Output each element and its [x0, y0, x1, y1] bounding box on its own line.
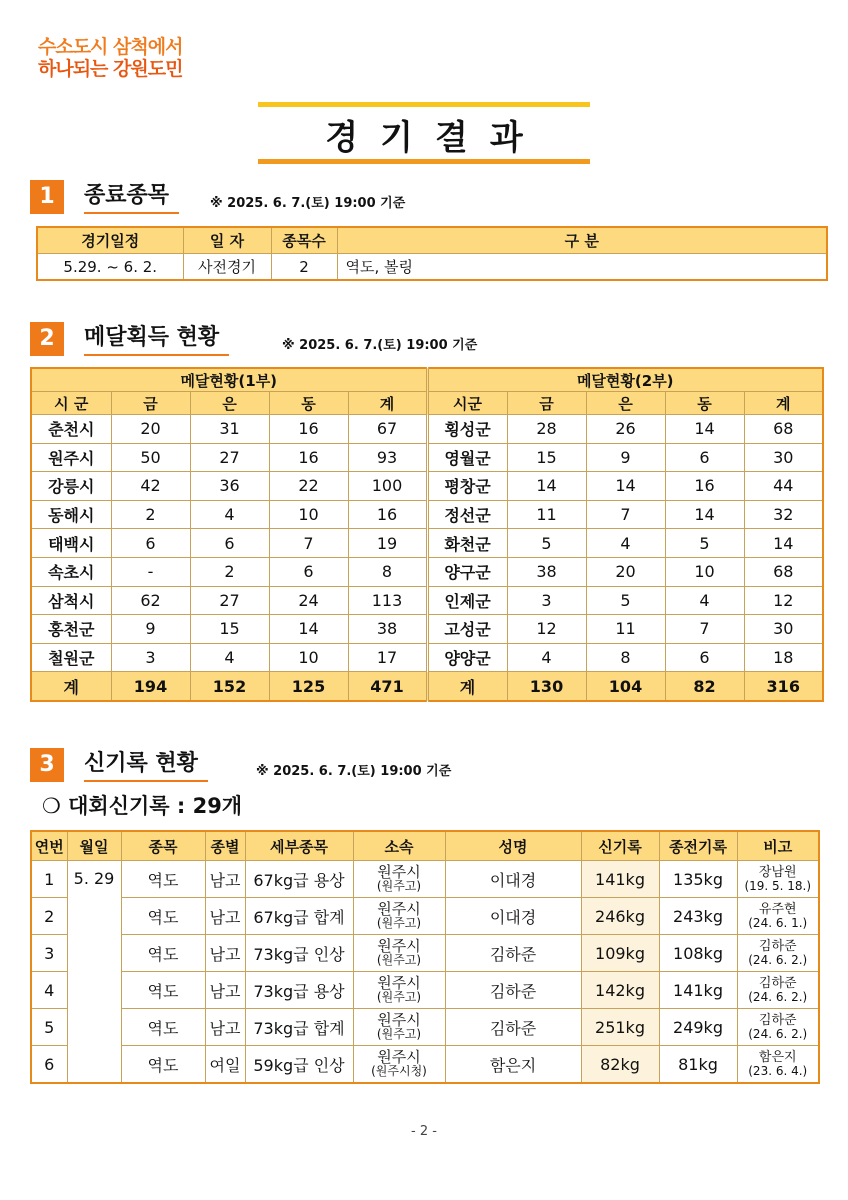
cell: 3 — [111, 643, 190, 672]
section1-heading — [30, 180, 630, 214]
group-2-header: 메달현황(2부) — [427, 368, 823, 392]
cell: 6 — [31, 1046, 67, 1084]
medal-table — [30, 367, 824, 702]
previous-date: (24. 6. 2.) — [748, 952, 808, 967]
header-cell: 세부종목 — [245, 831, 353, 861]
cell: 5.29. ~ 6. 2. — [37, 254, 183, 281]
cell: 4 — [507, 643, 586, 672]
affiliation-cell — [353, 898, 445, 935]
affiliation-cell — [353, 935, 445, 972]
remark-cell — [737, 1046, 819, 1084]
cell: 김하준 — [445, 935, 581, 972]
header-cell: 종목 — [121, 831, 205, 861]
cell: 141kg — [659, 972, 737, 1009]
cell: 67kg급 합계 — [245, 898, 353, 935]
cell: 81kg — [659, 1046, 737, 1084]
affiliation-team: (원주고) — [376, 953, 422, 967]
table-row — [31, 586, 823, 615]
previous-holder: 함은지 — [758, 1049, 797, 1065]
cell: 19 — [348, 529, 427, 558]
cell: 249kg — [659, 1009, 737, 1046]
page-number: - 2 - — [411, 1124, 437, 1139]
cell: 남고 — [205, 972, 245, 1009]
cell: 4 — [665, 586, 744, 615]
cell: 6 — [111, 529, 190, 558]
new-record-cell: 142kg — [581, 972, 659, 1009]
cell: - — [111, 557, 190, 586]
cell: 역도 — [121, 935, 205, 972]
logo-line1: 수소도시 삼척에서 — [38, 36, 183, 58]
affiliation-team: (원주고) — [376, 879, 422, 893]
affiliation-city: 원주시 — [377, 863, 421, 881]
section2-heading — [30, 322, 630, 356]
cell: 8 — [348, 557, 427, 586]
medal-header-row — [31, 392, 823, 415]
cell: 인제군 — [427, 586, 507, 615]
cell: 삼척시 — [31, 586, 111, 615]
affiliation-cell — [353, 861, 445, 898]
cell: 14 — [665, 415, 744, 444]
cell: 30 — [744, 443, 823, 472]
cell: 역도 — [121, 898, 205, 935]
cell: 3 — [507, 586, 586, 615]
previous-date: (19. 5. 18.) — [744, 878, 812, 893]
table-row — [31, 861, 819, 898]
cell: 양양군 — [427, 643, 507, 672]
cell: 10 — [269, 500, 348, 529]
cell: 82 — [665, 672, 744, 701]
cell: 1 — [31, 861, 67, 898]
header-cell: 은 — [190, 392, 269, 415]
header-cell: 종별 — [205, 831, 245, 861]
header-cell: 금 — [111, 392, 190, 415]
cell: 4 — [586, 529, 665, 558]
table-row — [31, 898, 819, 935]
cell: 춘천시 — [31, 415, 111, 444]
cell: 14 — [665, 500, 744, 529]
cell: 남고 — [205, 1009, 245, 1046]
remark-cell — [737, 972, 819, 1009]
table-row — [31, 935, 819, 972]
cell: 홍천군 — [31, 615, 111, 644]
cell: 계 — [427, 672, 507, 701]
cell: 이대경 — [445, 898, 581, 935]
cell: 31 — [190, 415, 269, 444]
cell: 7 — [586, 500, 665, 529]
affiliation-city: 원주시 — [377, 974, 421, 992]
medal-group-row — [31, 368, 823, 392]
cell: 2 — [111, 500, 190, 529]
cell: 7 — [269, 529, 348, 558]
records-table — [30, 830, 820, 1084]
cell: 2 — [190, 557, 269, 586]
cell: 4 — [190, 500, 269, 529]
section1-title: 종료종목 — [84, 180, 179, 214]
cell: 12 — [744, 586, 823, 615]
cell: 38 — [507, 557, 586, 586]
cell: 정선군 — [427, 500, 507, 529]
header-cell: 종전기록 — [659, 831, 737, 861]
cell: 16 — [348, 500, 427, 529]
cell: 20 — [111, 415, 190, 444]
affiliation-team: (원주고) — [376, 1027, 422, 1041]
cell: 6 — [665, 443, 744, 472]
cell: 24 — [269, 586, 348, 615]
logo — [38, 36, 182, 80]
cell: 67kg급 용상 — [245, 861, 353, 898]
cell: 62 — [111, 586, 190, 615]
cell: 철원군 — [31, 643, 111, 672]
cell: 역도 — [121, 972, 205, 1009]
cell: 38 — [348, 615, 427, 644]
header-cell: 경기일정 — [37, 227, 183, 254]
total-row — [31, 672, 823, 701]
cell: 16 — [269, 415, 348, 444]
cell: 152 — [190, 672, 269, 701]
previous-holder: 김하준 — [758, 938, 797, 954]
header-cell: 시 군 — [31, 392, 111, 415]
header-cell: 동 — [269, 392, 348, 415]
previous-date: (24. 6. 2.) — [748, 1026, 808, 1041]
table-row — [31, 972, 819, 1009]
cell: 27 — [190, 443, 269, 472]
header-cell: 동 — [665, 392, 744, 415]
cell: 104 — [586, 672, 665, 701]
section1-number: 1 — [30, 180, 64, 214]
cell: 6 — [665, 643, 744, 672]
new-record-cell: 246kg — [581, 898, 659, 935]
cell: 김하준 — [445, 972, 581, 1009]
cell: 16 — [665, 472, 744, 501]
cell: 15 — [507, 443, 586, 472]
cell: 17 — [348, 643, 427, 672]
new-record-cell: 141kg — [581, 861, 659, 898]
table-row — [31, 472, 823, 501]
affiliation-team: (원주고) — [376, 916, 422, 930]
affiliation-city: 원주시 — [377, 1011, 421, 1029]
cell: 2 — [271, 254, 337, 281]
table-row — [31, 1009, 819, 1046]
title-bar-top — [258, 102, 590, 107]
cell: 32 — [744, 500, 823, 529]
cell: 20 — [586, 557, 665, 586]
cell: 5 — [586, 586, 665, 615]
cell: 44 — [744, 472, 823, 501]
table-row — [31, 643, 823, 672]
header-cell: 계 — [744, 392, 823, 415]
medal-table-body — [31, 368, 823, 701]
cell: 7 — [665, 615, 744, 644]
table-row — [31, 500, 823, 529]
cell: 14 — [507, 472, 586, 501]
section3-note: ※ 2025. 6. 7.(토) 19:00 기준 — [256, 764, 452, 779]
cell: 화천군 — [427, 529, 507, 558]
affiliation-team: (원주고) — [376, 990, 422, 1004]
cell: 6 — [269, 557, 348, 586]
cell: 남고 — [205, 898, 245, 935]
cell: 22 — [269, 472, 348, 501]
cell: 42 — [111, 472, 190, 501]
section3-title: 신기록 현황 — [84, 748, 208, 782]
section2-number: 2 — [30, 322, 64, 356]
header-cell: 금 — [507, 392, 586, 415]
new-record-cell: 251kg — [581, 1009, 659, 1046]
records-subtitle: ❍ 대회신기록 : 29개 — [42, 794, 243, 818]
section1-note: ※ 2025. 6. 7.(토) 19:00 기준 — [210, 196, 406, 211]
section3-number: 3 — [30, 748, 64, 782]
remark-cell — [737, 898, 819, 935]
cell: 125 — [269, 672, 348, 701]
table-header-row — [37, 227, 827, 254]
cell: 10 — [665, 557, 744, 586]
cell: 김하준 — [445, 1009, 581, 1046]
table-row — [31, 615, 823, 644]
cell: 양구군 — [427, 557, 507, 586]
cell: 36 — [190, 472, 269, 501]
cell: 9 — [586, 443, 665, 472]
table-row — [31, 529, 823, 558]
remark-cell — [737, 935, 819, 972]
cell: 12 — [507, 615, 586, 644]
previous-holder: 김하준 — [758, 975, 797, 991]
cell: 316 — [744, 672, 823, 701]
cell: 18 — [744, 643, 823, 672]
header-cell: 신기록 — [581, 831, 659, 861]
cell: 속초시 — [31, 557, 111, 586]
cell: 130 — [507, 672, 586, 701]
affiliation-city: 원주시 — [377, 900, 421, 918]
cell: 471 — [348, 672, 427, 701]
previous-holder: 유주현 — [758, 901, 797, 917]
cell: 100 — [348, 472, 427, 501]
cell: 역도 — [121, 861, 205, 898]
cell: 고성군 — [427, 615, 507, 644]
logo-line2: 하나되는 강원도민 — [38, 58, 183, 80]
finished-events-table — [36, 226, 828, 281]
cell: 4 — [31, 972, 67, 1009]
header-cell: 계 — [348, 392, 427, 415]
remark-cell — [737, 1009, 819, 1046]
date-cell: 5. 29 — [67, 861, 121, 1084]
cell: 93 — [348, 443, 427, 472]
affiliation-cell — [353, 1046, 445, 1084]
cell: 194 — [111, 672, 190, 701]
cell: 135kg — [659, 861, 737, 898]
cell: 113 — [348, 586, 427, 615]
cell: 50 — [111, 443, 190, 472]
table-row — [31, 557, 823, 586]
cell: 영월군 — [427, 443, 507, 472]
cell: 계 — [31, 672, 111, 701]
cell: 2 — [31, 898, 67, 935]
header-cell: 구 분 — [337, 227, 827, 254]
cell: 28 — [507, 415, 586, 444]
affiliation-city: 원주시 — [377, 937, 421, 955]
cell: 5 — [665, 529, 744, 558]
table-row — [37, 254, 827, 281]
header-cell: 연번 — [31, 831, 67, 861]
cell: 10 — [269, 643, 348, 672]
cell: 14 — [586, 472, 665, 501]
page-title: 경기결과 — [325, 118, 545, 158]
header-cell: 종목수 — [271, 227, 337, 254]
page-title-box — [258, 102, 590, 164]
cell: 역도, 볼링 — [337, 254, 827, 281]
cell: 강릉시 — [31, 472, 111, 501]
previous-holder: 김하준 — [758, 1012, 797, 1028]
header-cell: 월일 — [67, 831, 121, 861]
cell: 횡성군 — [427, 415, 507, 444]
cell: 남고 — [205, 935, 245, 972]
cell: 11 — [586, 615, 665, 644]
cell: 59kg급 인상 — [245, 1046, 353, 1084]
cell: 243kg — [659, 898, 737, 935]
previous-holder: 장남원 — [758, 864, 797, 880]
section3-heading — [30, 748, 630, 782]
section2-note: ※ 2025. 6. 7.(토) 19:00 기준 — [282, 338, 478, 353]
cell: 26 — [586, 415, 665, 444]
cell: 15 — [190, 615, 269, 644]
header-cell: 비고 — [737, 831, 819, 861]
affiliation-team: (원주시청) — [371, 1064, 427, 1078]
cell: 5 — [31, 1009, 67, 1046]
cell: 11 — [507, 500, 586, 529]
cell: 태백시 — [31, 529, 111, 558]
cell: 73kg급 합계 — [245, 1009, 353, 1046]
header-cell: 성명 — [445, 831, 581, 861]
new-record-cell: 82kg — [581, 1046, 659, 1084]
cell: 평창군 — [427, 472, 507, 501]
header-cell: 소속 — [353, 831, 445, 861]
cell: 67 — [348, 415, 427, 444]
cell: 이대경 — [445, 861, 581, 898]
cell: 역도 — [121, 1009, 205, 1046]
new-record-cell: 109kg — [581, 935, 659, 972]
previous-date: (23. 6. 4.) — [748, 1063, 808, 1078]
cell: 5 — [507, 529, 586, 558]
cell: 사전경기 — [183, 254, 271, 281]
affiliation-cell — [353, 972, 445, 1009]
cell: 16 — [269, 443, 348, 472]
cell: 68 — [744, 415, 823, 444]
cell: 역도 — [121, 1046, 205, 1084]
cell: 남고 — [205, 861, 245, 898]
cell: 3 — [31, 935, 67, 972]
cell: 27 — [190, 586, 269, 615]
remark-cell — [737, 861, 819, 898]
cell: 108kg — [659, 935, 737, 972]
records-header-row — [31, 831, 819, 861]
table-row — [31, 415, 823, 444]
cell: 30 — [744, 615, 823, 644]
cell: 14 — [269, 615, 348, 644]
previous-date: (24. 6. 1.) — [748, 915, 808, 930]
cell: 동해시 — [31, 500, 111, 529]
header-cell: 시군 — [427, 392, 507, 415]
cell: 14 — [744, 529, 823, 558]
cell: 여일 — [205, 1046, 245, 1084]
table-row — [31, 1046, 819, 1084]
header-cell: 은 — [586, 392, 665, 415]
previous-date: (24. 6. 2.) — [748, 989, 808, 1004]
cell: 68 — [744, 557, 823, 586]
cell: 원주시 — [31, 443, 111, 472]
cell: 73kg급 인상 — [245, 935, 353, 972]
cell: 8 — [586, 643, 665, 672]
section2-title: 메달획득 현황 — [84, 322, 229, 356]
cell: 4 — [190, 643, 269, 672]
affiliation-cell — [353, 1009, 445, 1046]
cell: 6 — [190, 529, 269, 558]
cell: 9 — [111, 615, 190, 644]
title-bar-bottom — [258, 159, 590, 164]
header-cell: 일 자 — [183, 227, 271, 254]
table-row — [31, 443, 823, 472]
cell: 함은지 — [445, 1046, 581, 1084]
cell: 73kg급 용상 — [245, 972, 353, 1009]
records-table-body — [31, 831, 819, 1083]
group-1-header: 메달현황(1부) — [31, 368, 427, 392]
affiliation-city: 원주시 — [377, 1048, 421, 1066]
